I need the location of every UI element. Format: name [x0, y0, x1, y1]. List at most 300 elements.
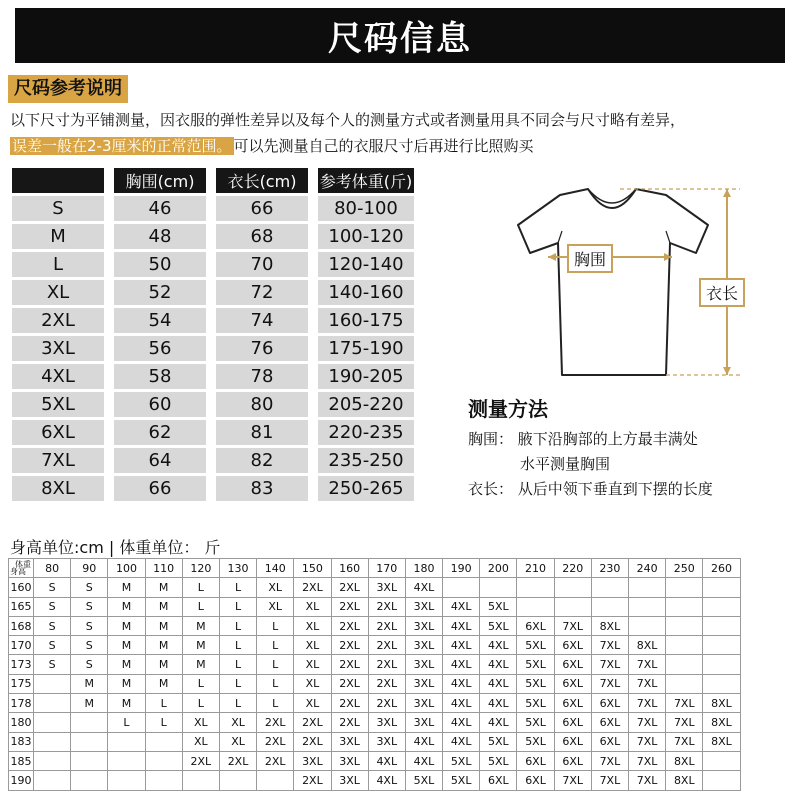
grid-size-cell: M: [108, 694, 145, 713]
grid-weight-header: 220: [554, 559, 591, 578]
grid-size-cell: 4XL: [405, 578, 442, 597]
grid-size-cell: L: [219, 655, 256, 674]
size-table-header-cell: [12, 168, 104, 193]
grid-size-cell: 5XL: [443, 771, 480, 790]
size-table-cell: 50: [114, 252, 206, 277]
grid-size-cell: 5XL: [517, 636, 554, 655]
grid-row: [9, 616, 741, 635]
size-table-cell: 66: [114, 476, 206, 501]
grid-size-cell: L: [219, 616, 256, 635]
grid-size-cell: 3XL: [405, 674, 442, 693]
grid-size-cell: 4XL: [443, 597, 480, 616]
grid-height-cell: 160: [9, 578, 34, 597]
grid-size-cell: [703, 751, 740, 770]
grid-size-cell: 2XL: [331, 616, 368, 635]
grid-size-cell: L: [182, 674, 219, 693]
grid-size-cell: [666, 674, 703, 693]
grid-size-cell: 2XL: [331, 694, 368, 713]
grid-size-cell: 7XL: [554, 616, 591, 635]
grid-size-cell: 2XL: [294, 732, 331, 751]
grid-weight-header: 230: [591, 559, 628, 578]
shirt-diagram: [500, 185, 760, 385]
size-table-cell: S: [12, 196, 104, 221]
grid-size-cell: 3XL: [405, 616, 442, 635]
grid-size-cell: [182, 771, 219, 790]
grid-row: [9, 597, 741, 616]
description-line-1: 以下尺寸为平铺测量，因衣服的弹性差异以及每个人的测量方式或者测量用具不同会与尺寸略有差异，: [10, 111, 686, 129]
grid-size-cell: 6XL: [554, 674, 591, 693]
size-table-cell: 62: [114, 420, 206, 445]
grid-size-cell: 4XL: [443, 732, 480, 751]
grid-row: [9, 713, 741, 732]
grid-size-cell: 6XL: [591, 694, 628, 713]
grid-size-cell: [703, 636, 740, 655]
grid-size-cell: [34, 751, 71, 770]
grid-size-cell: 2XL: [257, 713, 294, 732]
grid-size-cell: L: [108, 713, 145, 732]
size-table-cell: 82: [216, 448, 308, 473]
grid-size-cell: L: [145, 694, 182, 713]
grid-size-cell: 2XL: [294, 578, 331, 597]
grid-size-cell: [703, 655, 740, 674]
size-table-cell: M: [12, 224, 104, 249]
size-table-cell: L: [12, 252, 104, 277]
grid-height-cell: 185: [9, 751, 34, 770]
grid-weight-header: 120: [182, 559, 219, 578]
size-table-row: [12, 392, 424, 420]
size-table-cell: 6XL: [12, 420, 104, 445]
grid-size-cell: 2XL: [368, 597, 405, 616]
size-table-cell: 7XL: [12, 448, 104, 473]
grid-size-cell: 3XL: [405, 694, 442, 713]
grid-size-cell: [108, 732, 145, 751]
grid-weight-header: 100: [108, 559, 145, 578]
grid-size-cell: 7XL: [629, 751, 666, 770]
grid-size-cell: L: [257, 694, 294, 713]
grid-size-cell: 7XL: [591, 636, 628, 655]
grid-size-cell: 4XL: [480, 655, 517, 674]
size-table-header: [12, 168, 424, 196]
grid-size-cell: 4XL: [480, 674, 517, 693]
grid-weight-header: 190: [443, 559, 480, 578]
grid-size-cell: M: [145, 616, 182, 635]
grid-size-cell: 4XL: [443, 655, 480, 674]
grid-size-cell: 7XL: [629, 732, 666, 751]
grid-size-cell: 8XL: [703, 732, 740, 751]
grid-size-cell: 2XL: [331, 713, 368, 732]
grid-size-cell: [34, 694, 71, 713]
size-table-cell: 54: [114, 308, 206, 333]
grid-size-cell: 2XL: [368, 694, 405, 713]
corner-height-label: 身高: [10, 567, 26, 577]
grid-size-cell: 6XL: [554, 694, 591, 713]
grid-size-cell: [629, 597, 666, 616]
grid-size-cell: 6XL: [554, 732, 591, 751]
grid-row: [9, 578, 741, 597]
grid-size-cell: M: [108, 616, 145, 635]
size-table-row: [12, 308, 424, 336]
grid-height-cell: 170: [9, 636, 34, 655]
grid-weight-header: 90: [71, 559, 108, 578]
grid-size-cell: 2XL: [331, 597, 368, 616]
grid-size-cell: S: [71, 578, 108, 597]
grid-size-cell: 3XL: [294, 751, 331, 770]
size-table-cell: 76: [216, 336, 308, 361]
grid-size-cell: M: [145, 597, 182, 616]
size-table-cell: 4XL: [12, 364, 104, 389]
size-table-header-cell: 胸围(cm): [114, 168, 206, 193]
grid-size-cell: XL: [257, 578, 294, 597]
grid-height-cell: 165: [9, 597, 34, 616]
grid-size-cell: [257, 771, 294, 790]
size-table-cell: 66: [216, 196, 308, 221]
size-table-cell: 250-265: [318, 476, 414, 501]
grid-size-cell: 6XL: [517, 616, 554, 635]
grid-size-cell: 7XL: [666, 732, 703, 751]
grid-size-cell: 8XL: [703, 694, 740, 713]
grid-size-cell: S: [71, 655, 108, 674]
grid-size-cell: 7XL: [629, 674, 666, 693]
grid-size-cell: [703, 616, 740, 635]
grid-size-cell: 5XL: [480, 751, 517, 770]
grid-size-cell: 4XL: [368, 751, 405, 770]
grid-size-cell: 3XL: [331, 732, 368, 751]
size-table-cell: 70: [216, 252, 308, 277]
grid-size-cell: 4XL: [405, 732, 442, 751]
grid-size-cell: XL: [219, 713, 256, 732]
grid-weight-header: 250: [666, 559, 703, 578]
grid-size-cell: 7XL: [629, 655, 666, 674]
grid-size-cell: 8XL: [629, 636, 666, 655]
grid-size-cell: 4XL: [443, 694, 480, 713]
size-table-row: [12, 196, 424, 224]
grid-size-cell: [703, 578, 740, 597]
size-table-cell: 175-190: [318, 336, 414, 361]
grid-height-cell: 183: [9, 732, 34, 751]
grid-row: [9, 732, 741, 751]
grid-size-cell: 4XL: [368, 771, 405, 790]
grid-size-cell: 6XL: [554, 636, 591, 655]
grid-size-cell: 3XL: [368, 732, 405, 751]
grid-size-cell: 6XL: [554, 655, 591, 674]
grid-size-cell: 6XL: [517, 771, 554, 790]
size-table-cell: 5XL: [12, 392, 104, 417]
grid-size-cell: 7XL: [591, 655, 628, 674]
grid-size-cell: L: [257, 674, 294, 693]
grid-size-cell: L: [219, 597, 256, 616]
grid-row: [9, 771, 741, 790]
size-table-row: [12, 364, 424, 392]
size-table-cell: 52: [114, 280, 206, 305]
grid-size-cell: [145, 732, 182, 751]
grid-size-cell: XL: [294, 655, 331, 674]
size-table-cell: 72: [216, 280, 308, 305]
size-table-cell: 235-250: [318, 448, 414, 473]
grid-size-cell: L: [219, 694, 256, 713]
grid-size-cell: 7XL: [666, 694, 703, 713]
grid-size-cell: XL: [294, 636, 331, 655]
page-title: 尺码信息: [15, 8, 785, 63]
size-table-cell: 64: [114, 448, 206, 473]
grid-size-cell: [108, 751, 145, 770]
size-table-cell: 100-120: [318, 224, 414, 249]
grid-weight-header: 110: [145, 559, 182, 578]
grid-size-cell: 3XL: [405, 655, 442, 674]
size-table-cell: 78: [216, 364, 308, 389]
method-chest-line-2: 水平测量胸围: [520, 455, 611, 473]
grid-weight-header: 160: [331, 559, 368, 578]
size-table-cell: 80-100: [318, 196, 414, 221]
grid-size-cell: S: [34, 616, 71, 635]
grid-size-cell: 2XL: [368, 674, 405, 693]
grid-weight-header: 170: [368, 559, 405, 578]
grid-size-cell: 3XL: [405, 597, 442, 616]
grid-size-cell: M: [145, 655, 182, 674]
size-table-cell: 60: [114, 392, 206, 417]
grid-size-cell: [554, 578, 591, 597]
method-length-line: 衣长： 从后中领下垂直到下摆的长度: [468, 480, 713, 498]
size-table-row: [12, 224, 424, 252]
grid-size-cell: [34, 732, 71, 751]
grid-size-cell: 8XL: [666, 771, 703, 790]
grid-size-cell: 7XL: [591, 674, 628, 693]
grid-size-cell: 7XL: [554, 771, 591, 790]
grid-size-cell: 3XL: [331, 751, 368, 770]
grid-size-cell: M: [108, 655, 145, 674]
grid-size-cell: 2XL: [257, 732, 294, 751]
grid-size-cell: 6XL: [591, 732, 628, 751]
grid-size-cell: L: [219, 636, 256, 655]
size-table-row: [12, 476, 424, 504]
grid-size-cell: M: [108, 578, 145, 597]
grid-size-cell: M: [182, 636, 219, 655]
grid-size-cell: 3XL: [405, 636, 442, 655]
grid-size-cell: 6XL: [554, 751, 591, 770]
grid-size-cell: 5XL: [517, 732, 554, 751]
size-table-cell: XL: [12, 280, 104, 305]
grid-size-cell: [71, 713, 108, 732]
grid-size-cell: L: [219, 674, 256, 693]
grid-size-cell: 4XL: [443, 636, 480, 655]
grid-height-cell: 168: [9, 616, 34, 635]
size-table-cell: 205-220: [318, 392, 414, 417]
grid-size-cell: 5XL: [480, 597, 517, 616]
grid-weight-header: 260: [703, 559, 740, 578]
description-line-2: [10, 135, 534, 156]
grid-size-cell: M: [71, 674, 108, 693]
grid-size-cell: [71, 771, 108, 790]
grid-size-cell: 5XL: [443, 751, 480, 770]
grid-size-cell: L: [257, 636, 294, 655]
grid-size-cell: S: [34, 597, 71, 616]
grid-size-cell: M: [145, 674, 182, 693]
grid-size-cell: S: [34, 655, 71, 674]
grid-size-cell: 3XL: [405, 713, 442, 732]
grid-size-cell: [629, 616, 666, 635]
grid-weight-header: 180: [405, 559, 442, 578]
length-label: 衣长: [699, 278, 745, 307]
size-table-cell: 2XL: [12, 308, 104, 333]
grid-size-cell: [703, 597, 740, 616]
grid-header-row: [9, 559, 741, 578]
grid-size-cell: 4XL: [443, 713, 480, 732]
grid-row: [9, 674, 741, 693]
size-table-cell: 74: [216, 308, 308, 333]
grid-size-cell: 8XL: [591, 616, 628, 635]
grid-size-cell: 7XL: [629, 771, 666, 790]
grid-size-cell: 5XL: [517, 655, 554, 674]
grid-size-cell: L: [257, 655, 294, 674]
size-table-row: [12, 252, 424, 280]
grid-size-cell: 5XL: [517, 713, 554, 732]
grid-size-cell: [666, 597, 703, 616]
size-table: [12, 168, 424, 504]
size-table-row: [12, 420, 424, 448]
grid-size-cell: M: [145, 578, 182, 597]
grid-size-cell: 7XL: [591, 751, 628, 770]
grid-size-cell: M: [108, 597, 145, 616]
grid-size-cell: 8XL: [703, 713, 740, 732]
grid-size-cell: 4XL: [443, 674, 480, 693]
grid-row: [9, 694, 741, 713]
size-table-cell: 56: [114, 336, 206, 361]
grid-size-cell: [443, 578, 480, 597]
grid-weight-header: 80: [34, 559, 71, 578]
grid-size-cell: 5XL: [480, 616, 517, 635]
grid-size-cell: 3XL: [368, 578, 405, 597]
grid-weight-header: 140: [257, 559, 294, 578]
height-weight-grid: [8, 558, 741, 791]
grid-size-cell: [480, 578, 517, 597]
grid-size-cell: 6XL: [480, 771, 517, 790]
grid-size-cell: [34, 713, 71, 732]
size-table-cell: 120-140: [318, 252, 414, 277]
grid-size-cell: L: [219, 578, 256, 597]
grid-weight-header: 240: [629, 559, 666, 578]
grid-height-cell: 175: [9, 674, 34, 693]
reference-tag: 尺码参考说明: [8, 75, 128, 103]
grid-size-cell: [71, 751, 108, 770]
grid-height-cell: 180: [9, 713, 34, 732]
description-rest: 可以先测量自己的衣服尺寸后再进行比照购买: [233, 137, 534, 155]
grid-row: [9, 751, 741, 770]
grid-size-cell: S: [34, 578, 71, 597]
grid-size-cell: 2XL: [331, 674, 368, 693]
grid-row: [9, 636, 741, 655]
grid-size-cell: 8XL: [666, 751, 703, 770]
grid-size-cell: 6XL: [517, 751, 554, 770]
grid-size-cell: M: [145, 636, 182, 655]
grid-size-cell: XL: [294, 597, 331, 616]
size-table-cell: 160-175: [318, 308, 414, 333]
grid-row: [9, 655, 741, 674]
grid-size-cell: 7XL: [629, 694, 666, 713]
grid-size-cell: S: [71, 636, 108, 655]
size-table-row: [12, 280, 424, 308]
grid-size-cell: 2XL: [368, 636, 405, 655]
grid-weight-header: 130: [219, 559, 256, 578]
grid-size-cell: S: [71, 616, 108, 635]
grid-size-cell: M: [182, 616, 219, 635]
grid-size-cell: 5XL: [480, 732, 517, 751]
grid-size-cell: 4XL: [480, 694, 517, 713]
grid-size-cell: XL: [294, 694, 331, 713]
size-table-row: [12, 336, 424, 364]
size-table-cell: 190-205: [318, 364, 414, 389]
grid-size-cell: [219, 771, 256, 790]
grid-size-cell: [34, 771, 71, 790]
grid-size-cell: L: [257, 616, 294, 635]
grid-weight-header: 210: [517, 559, 554, 578]
grid-size-cell: 2XL: [294, 771, 331, 790]
grid-weight-header: 200: [480, 559, 517, 578]
grid-size-cell: 2XL: [368, 616, 405, 635]
grid-size-cell: [554, 597, 591, 616]
grid-size-cell: [517, 578, 554, 597]
grid-size-cell: 2XL: [257, 751, 294, 770]
grid-height-cell: 178: [9, 694, 34, 713]
size-table-header-cell: 参考体重(斤): [318, 168, 414, 193]
grid-size-cell: XL: [257, 597, 294, 616]
error-range-highlight: 误差一般在2-3厘米的正常范围。: [12, 137, 232, 155]
grid-size-cell: XL: [219, 732, 256, 751]
grid-size-cell: XL: [182, 713, 219, 732]
size-table-cell: 48: [114, 224, 206, 249]
grid-size-cell: 2XL: [294, 713, 331, 732]
grid-size-cell: L: [182, 578, 219, 597]
grid-size-cell: [145, 751, 182, 770]
grid-size-cell: L: [145, 713, 182, 732]
grid-caption: 身高单位:cm | 体重单位： 斤: [10, 538, 221, 557]
grid-size-cell: M: [182, 655, 219, 674]
grid-size-cell: L: [182, 694, 219, 713]
grid-size-cell: 5XL: [405, 771, 442, 790]
grid-height-cell: 190: [9, 771, 34, 790]
grid-size-cell: 7XL: [591, 771, 628, 790]
size-table-cell: 80: [216, 392, 308, 417]
chest-label: 胸围: [567, 244, 613, 273]
method-title: 测量方法: [468, 397, 548, 421]
grid-size-cell: 7XL: [666, 713, 703, 732]
grid-size-cell: [591, 578, 628, 597]
size-table-cell: 83: [216, 476, 308, 501]
grid-size-cell: 2XL: [331, 636, 368, 655]
grid-size-cell: [108, 771, 145, 790]
size-table-header-cell: 衣长(cm): [216, 168, 308, 193]
grid-size-cell: XL: [294, 674, 331, 693]
grid-height-cell: 173: [9, 655, 34, 674]
grid-size-cell: [666, 616, 703, 635]
grid-size-cell: [666, 636, 703, 655]
grid-size-cell: XL: [182, 732, 219, 751]
grid-size-cell: 4XL: [405, 751, 442, 770]
grid-size-cell: [666, 655, 703, 674]
grid-size-cell: 2XL: [331, 578, 368, 597]
corner-weight-label: 体重: [15, 560, 31, 569]
grid-size-cell: [145, 771, 182, 790]
grid-size-cell: 6XL: [554, 713, 591, 732]
grid-size-cell: 3XL: [368, 713, 405, 732]
grid-size-cell: 4XL: [443, 616, 480, 635]
grid-size-cell: 4XL: [480, 713, 517, 732]
grid-size-cell: M: [71, 694, 108, 713]
grid-size-cell: S: [71, 597, 108, 616]
grid-weight-header: 150: [294, 559, 331, 578]
grid-size-cell: 5XL: [517, 674, 554, 693]
grid-size-cell: [591, 597, 628, 616]
size-table-cell: 68: [216, 224, 308, 249]
grid-size-cell: S: [34, 636, 71, 655]
